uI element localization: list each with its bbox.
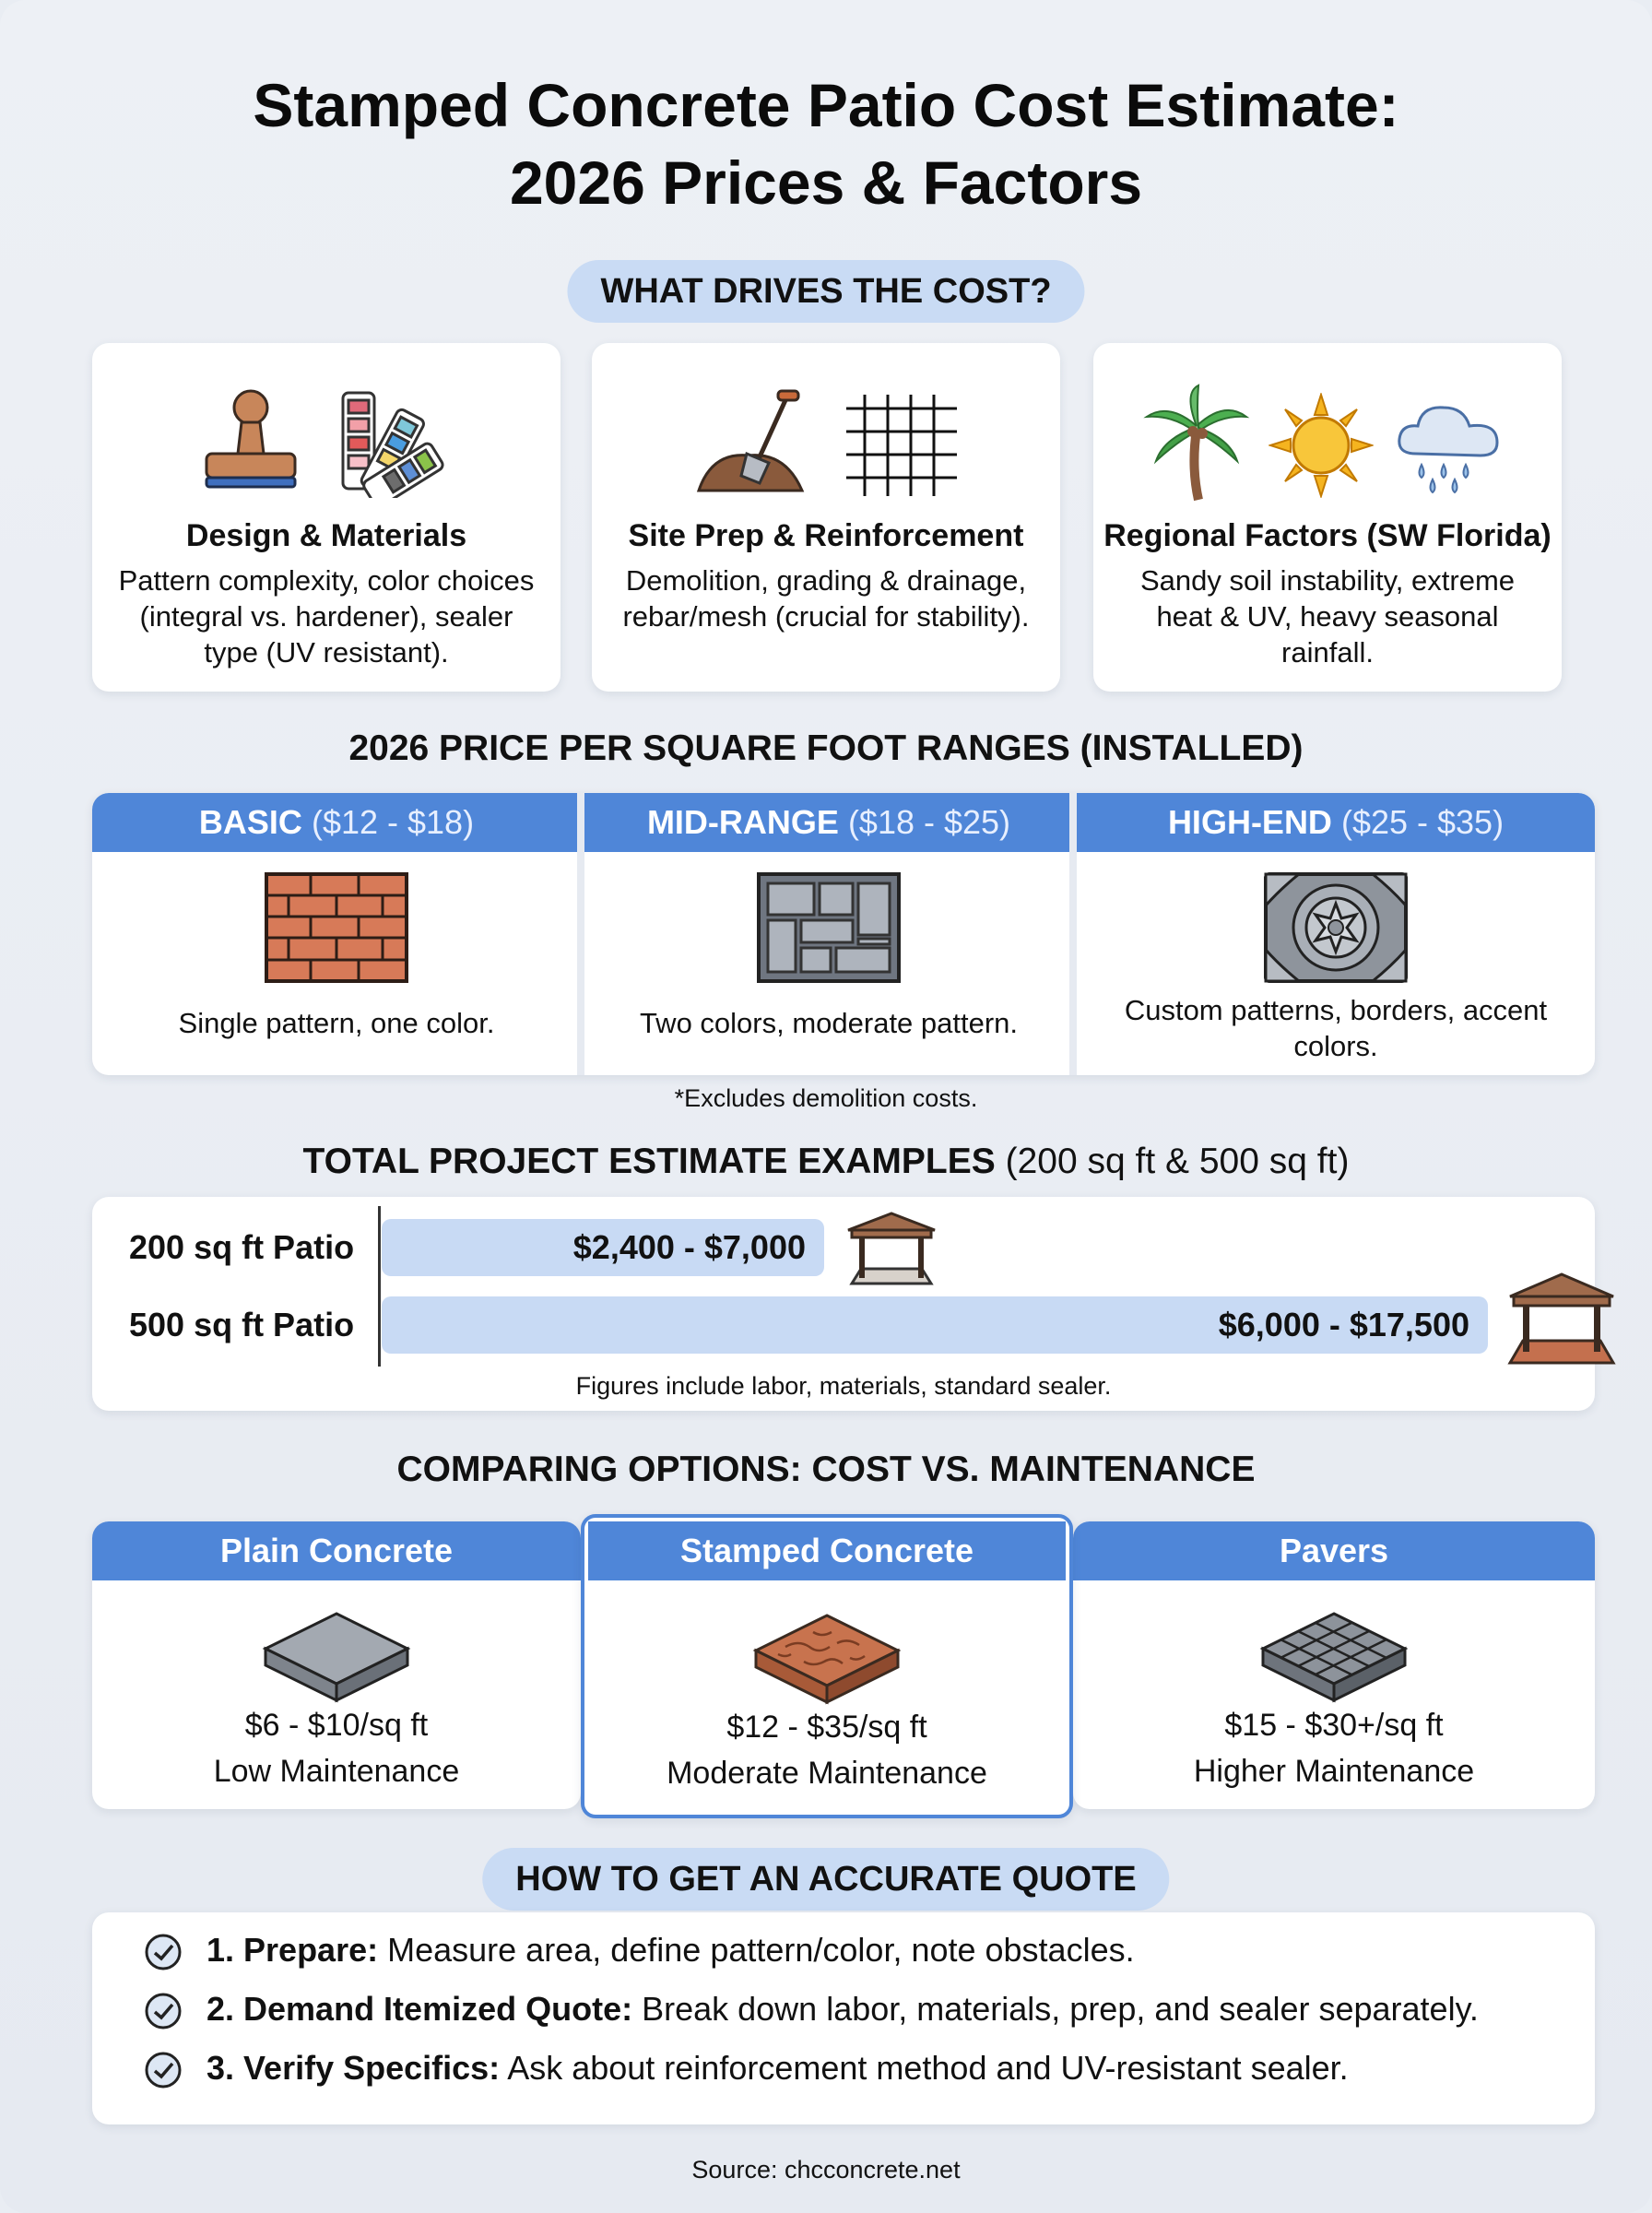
step-text: Break down labor, materials, prep, and sealer separately. — [632, 1990, 1479, 2028]
tier-mid-range — [584, 793, 1073, 1075]
compare-maintenance: Low Maintenance — [213, 1754, 460, 1789]
compare-stamped-concrete — [581, 1514, 1073, 1818]
stamp-icon — [195, 387, 306, 498]
estimate-bar-500: $6,000 - $17,500 — [382, 1296, 1488, 1354]
rain-cloud-icon — [1394, 396, 1504, 498]
tier-high-end — [1077, 793, 1595, 1075]
driver-desc: Pattern complexity, color choices (integral vs. hardener), sealer type (UV resistant). — [118, 564, 535, 669]
driver-desc: Sandy soil instability, extreme heat & UV, heavy seasonal rainfall. — [1139, 564, 1516, 669]
estimate-row-label: 200 sq ft Patio — [129, 1228, 355, 1266]
compare-pavers — [1073, 1521, 1595, 1809]
tier-name: BASIC — [198, 803, 302, 841]
color-swatch-icon — [334, 387, 454, 498]
tier-divider — [1069, 793, 1077, 1075]
estimates-heading-light: (200 sq ft & 500 sq ft) — [995, 1142, 1350, 1181]
estimate-row-label: 500 sq ft Patio — [129, 1306, 355, 1343]
quote-step-2 — [206, 1990, 1479, 2029]
estimate-chart — [92, 1197, 1595, 1411]
compare-price: $6 - $10/sq ft — [244, 1708, 429, 1743]
check-circle-icon — [144, 1992, 183, 2030]
driver-title: Regional Factors (SW Florida) — [1103, 518, 1552, 553]
quote-heading: HOW TO GET AN ACCURATE QUOTE — [482, 1848, 1169, 1911]
tier-name: HIGH-END — [1167, 803, 1332, 841]
driver-desc: Demolition, grading & drainage, rebar/mesh (crucial for stability). — [622, 564, 1030, 633]
step-label: 2. Demand Itemized Quote: — [206, 1990, 633, 2028]
quote-step-1 — [206, 1931, 1135, 1970]
compare-price: $12 - $35/sq ft — [726, 1710, 927, 1745]
tier-range: ($25 - $35) — [1340, 803, 1504, 841]
tier-desc: Custom patterns, borders, accent colors. — [1124, 994, 1548, 1062]
check-circle-icon — [144, 2051, 183, 2089]
rebar-mesh-icon — [846, 395, 957, 496]
driver-title: Design & Materials — [185, 518, 467, 553]
check-circle-icon — [144, 1933, 183, 1971]
compare-maintenance: Moderate Maintenance — [667, 1756, 987, 1791]
tier-range: ($18 - $25) — [847, 803, 1011, 841]
compare-maintenance: Higher Maintenance — [1193, 1754, 1475, 1789]
stone-pattern-icon — [755, 870, 903, 985]
estimate-bar-200: $2,400 - $7,000 — [382, 1219, 824, 1276]
paver-slab-icon — [1256, 1604, 1412, 1706]
tier-range: ($12 - $18) — [311, 803, 475, 841]
driver-card-regional — [1093, 343, 1562, 692]
step-label: 1. Prepare: — [206, 1931, 379, 1969]
comparison-heading: COMPARING OPTIONS: COST VS. MAINTENANCE — [396, 1450, 1256, 1489]
estimates-heading-bold: TOTAL PROJECT ESTIMATE EXAMPLES — [302, 1142, 996, 1181]
page-title — [0, 66, 1652, 221]
shovel-dirt-icon — [693, 387, 813, 498]
step-text: Measure area, define pattern/color, note obstacles. — [378, 1931, 1135, 1969]
driver-card-design — [92, 343, 560, 692]
compare-plain-concrete — [92, 1521, 581, 1809]
tier-name: MID-RANGE — [646, 803, 839, 841]
small-pergola-icon — [841, 1210, 942, 1287]
compare-name: Pavers — [1073, 1521, 1595, 1580]
compare-price: $15 - $30+/sq ft — [1224, 1708, 1444, 1743]
palm-tree-icon — [1141, 384, 1252, 503]
tiers-note: *Excludes demolition costs. — [674, 1084, 978, 1112]
plain-slab-icon — [258, 1604, 415, 1706]
step-text: Ask about reinforcement method and UV-resistant sealer. — [500, 2049, 1349, 2087]
estimates-heading — [0, 1142, 1652, 1182]
compare-name: Stamped Concrete — [588, 1521, 1066, 1580]
estimate-axis — [378, 1206, 381, 1367]
tier-divider — [577, 793, 584, 1075]
quote-steps — [92, 1912, 1595, 2124]
tier-basic — [92, 793, 581, 1075]
brick-pattern-icon — [263, 870, 410, 985]
driver-card-site-prep — [592, 343, 1060, 692]
compare-name: Plain Concrete — [92, 1521, 581, 1580]
large-pergola-icon — [1504, 1271, 1619, 1367]
title-line-2: 2026 Prices & Factors — [509, 148, 1143, 217]
price-tier-table — [92, 793, 1595, 1075]
step-label: 3. Verify Specifics: — [206, 2049, 501, 2087]
title-line-1: Stamped Concrete Patio Cost Estimate: — [253, 71, 1399, 139]
sun-icon — [1268, 393, 1374, 498]
medallion-pattern-icon — [1262, 870, 1410, 985]
driver-title: Site Prep & Reinforcement — [628, 518, 1024, 553]
drivers-heading: WHAT DRIVES THE COST? — [567, 260, 1084, 323]
tier-desc: Single pattern, one color. — [178, 1007, 495, 1039]
tier-desc: Two colors, moderate pattern. — [639, 1007, 1019, 1039]
estimates-note: Figures include labor, materials, standard sealer. — [575, 1372, 1112, 1400]
stamped-slab-icon — [749, 1606, 905, 1708]
tiers-heading: 2026 PRICE PER SQUARE FOOT RANGES (INSTALLED) — [348, 728, 1304, 768]
quote-step-3 — [206, 2049, 1349, 2088]
source-credit: Source: chcconcrete.net — [691, 2156, 961, 2183]
